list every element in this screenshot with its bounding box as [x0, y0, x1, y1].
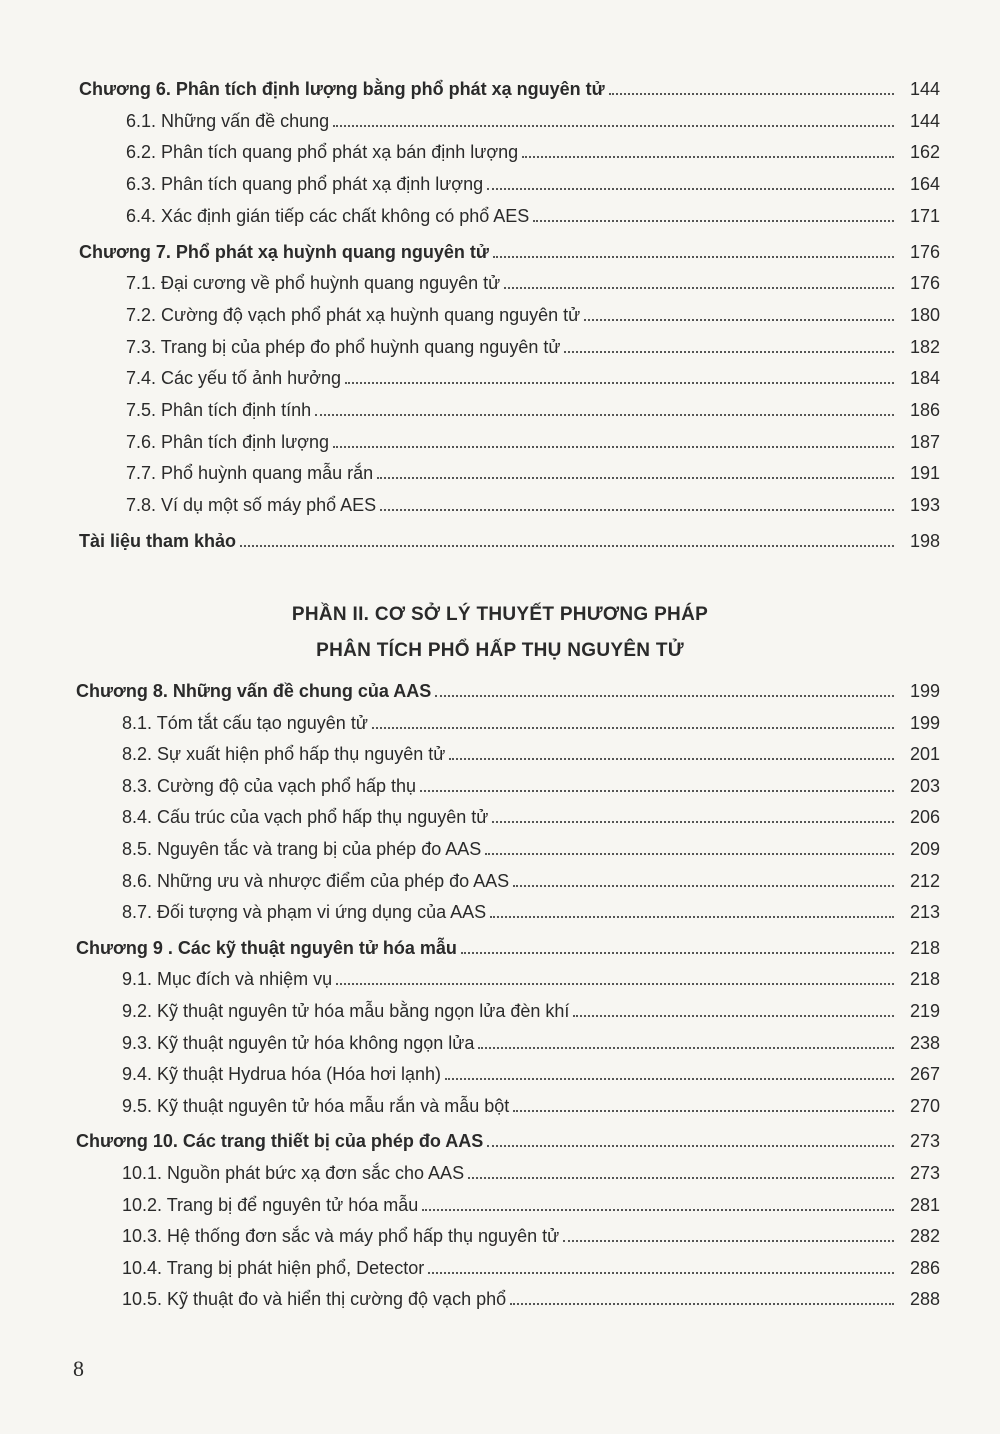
toc-entry-title: 10.5. Kỹ thuật đo và hiển thị cường độ vạch phổ [122, 1289, 507, 1310]
toc-section-entry [0, 1284, 1000, 1310]
toc-chapter-entry [0, 933, 1000, 959]
dot-leader [487, 188, 894, 190]
dot-leader [449, 758, 894, 760]
toc-entry-title: Chương 10. Các trang thiết bị của phép đo AAS [76, 1131, 484, 1152]
dot-leader [336, 983, 894, 985]
toc-section-entry [0, 802, 1000, 828]
toc-section-entry [0, 708, 1000, 734]
toc-entry-title: 6.2. Phân tích quang phổ phát xạ bán định lượng [126, 142, 519, 163]
dot-leader [478, 1047, 894, 1049]
toc-section-entry [0, 363, 1000, 389]
toc-entry-page-number: 164 [909, 174, 940, 195]
toc-entry-page-number: 171 [909, 205, 940, 226]
toc-section-entry [0, 771, 1000, 797]
toc-entry-title: 9.4. Kỹ thuật Hydrua hóa (Hóa hơi lạnh) [122, 1064, 441, 1085]
toc-entry-page-number: 212 [909, 870, 940, 891]
toc-entry-page-number: 182 [909, 336, 940, 357]
dot-leader [468, 1177, 894, 1179]
dot-leader [428, 1272, 894, 1274]
toc-section-entry [0, 1158, 1000, 1184]
toc-section-entry [0, 490, 1000, 516]
toc-entry-title: 6.3. Phân tích quang phổ phát xạ định lượng [126, 174, 484, 195]
toc-entry-title: 7.4. Các yếu tố ảnh hưởng [126, 368, 341, 389]
toc-entry-title: 9.5. Kỹ thuật nguyên tử hóa mẫu rắn và mẫu bột [122, 1095, 510, 1116]
toc-entry-page-number: 286 [909, 1257, 940, 1278]
toc-section-entry [0, 332, 1000, 358]
toc-entry-page-number: 199 [909, 681, 940, 701]
toc-entry-page-number: 281 [909, 1194, 940, 1215]
toc-entry-page-number: 191 [909, 463, 940, 484]
dot-leader [420, 790, 894, 792]
toc-entry-page-number: 186 [909, 400, 940, 420]
dot-leader [493, 256, 894, 258]
toc-entry-title: 8.3. Cường độ của vạch phổ hấp thụ [122, 775, 417, 796]
dot-leader [490, 916, 894, 918]
toc-entry-page-number: 219 [909, 1001, 940, 1021]
toc-section-entry [0, 395, 1000, 421]
toc-entry-title: 8.4. Cấu trúc của vạch phổ hấp thụ nguyên tử [122, 807, 489, 828]
toc-section-entry [0, 1091, 1000, 1117]
toc-entry-page-number: 144 [909, 110, 940, 131]
toc-entry-page-number: 144 [909, 79, 940, 99]
toc-entry-title: 7.5. Phân tích định tính [126, 400, 312, 420]
toc-section-entry [0, 300, 1000, 326]
toc-chapter-entry [0, 1126, 1000, 1152]
toc-chapter-entry [0, 74, 1000, 100]
toc-section-entry [0, 169, 1000, 195]
toc-entry-title: Chương 8. Những vấn đề chung của AAS [76, 681, 432, 701]
dot-leader [240, 545, 894, 547]
part-2-heading-line-1: PHẦN II. CƠ SỞ LÝ THUYẾT PHƯƠNG PHÁP [291, 604, 709, 625]
toc-entry-page-number: 180 [909, 304, 940, 325]
toc-entry-page-number: 209 [909, 839, 940, 859]
toc-entry-title: 7.6. Phân tích định lượng [126, 431, 329, 452]
toc-entry-title: 7.3. Trang bị của phép đo phổ huỳnh quang nguyên tử [126, 336, 561, 357]
toc-entry-page-number: 213 [909, 902, 940, 923]
toc-entry-page-number: 206 [909, 807, 940, 828]
toc-entry-title: 7.7. Phổ huỳnh quang mẫu rắn [126, 463, 374, 484]
toc-entry-page-number: 282 [909, 1226, 940, 1247]
toc-entry-page-number: 270 [909, 1095, 940, 1116]
toc-entry-title: 8.7. Đối tượng và phạm vi ứng dụng của AAS [122, 902, 487, 923]
dot-leader [487, 1145, 894, 1147]
toc-entry-title: 8.1. Tóm tắt cấu tạo nguyên tử [122, 712, 368, 733]
toc-entry-title: 10.2. Trang bị để nguyên tử hóa mẫu [122, 1194, 419, 1215]
dot-leader [513, 1110, 894, 1112]
toc-section-entry [0, 996, 1000, 1022]
toc-entry-page-number: 273 [909, 1163, 940, 1183]
dot-leader [485, 853, 894, 855]
dot-leader [504, 287, 894, 289]
toc-entry-title: 6.1. Những vấn đề chung [126, 110, 330, 131]
toc-entry-page-number: 176 [909, 241, 940, 262]
toc-section-entry [0, 268, 1000, 294]
toc-entry-page-number: 203 [909, 775, 940, 796]
toc-section-entry [0, 834, 1000, 860]
toc-entry-title: Tài liệu tham khảo [79, 530, 237, 551]
toc-entry-title: 10.4. Trang bị phát hiện phổ, Detector [122, 1257, 425, 1278]
toc-section-entry [0, 1190, 1000, 1216]
toc-entry-title: 7.1. Đại cương về phổ huỳnh quang nguyên tử [126, 273, 501, 294]
dot-leader [377, 477, 894, 479]
toc-entry-title: 8.2. Sự xuất hiện phổ hấp thụ nguyên tử [122, 744, 446, 765]
toc-entry-title: 9.1. Mục đích và nhiệm vụ [122, 969, 333, 990]
toc-entry-page-number: 218 [909, 937, 940, 958]
toc-entry-page-number: 288 [909, 1289, 940, 1310]
dot-leader [435, 695, 894, 697]
toc-entry-page-number: 187 [909, 431, 940, 452]
toc-entry-title: 7.2. Cường độ vạch phổ phát xạ huỳnh quang nguyên tử [126, 304, 581, 325]
toc-entry-page-number: 273 [909, 1131, 940, 1152]
dot-leader [422, 1209, 894, 1211]
dot-leader [380, 509, 894, 511]
toc-chapter-entry [0, 526, 1000, 552]
toc-entry-title: 9.2. Kỹ thuật nguyên tử hóa mẫu bằng ngọn lửa đèn khí [122, 1001, 570, 1021]
toc-entry-title: 6.4. Xác định gián tiếp các chất không có phổ AES [126, 205, 530, 226]
dot-leader [522, 156, 894, 158]
toc-section-entry [0, 201, 1000, 227]
toc-section-entry [0, 964, 1000, 990]
dot-leader [492, 821, 894, 823]
toc-entry-page-number: 193 [909, 495, 940, 516]
toc-section-entry [0, 866, 1000, 892]
toc-entry-page-number: 198 [909, 530, 940, 551]
toc-entry-title: 8.6. Những ưu và nhược điểm của phép đo AAS [122, 870, 510, 891]
toc-entry-page-number: 267 [909, 1064, 940, 1085]
toc-entry-page-number: 201 [909, 744, 940, 765]
toc-entry-title: 8.5. Nguyên tắc và trang bị của phép đo AAS [122, 839, 482, 859]
toc-section-entry [0, 1028, 1000, 1054]
dot-leader [533, 220, 894, 222]
toc-entry-title: Chương 6. Phân tích định lượng bằng phổ phát xạ nguyên tử [79, 79, 605, 99]
toc-section-entry [0, 458, 1000, 484]
dot-leader [445, 1078, 894, 1080]
toc-chapter-entry [0, 676, 1000, 702]
toc-section-entry [0, 106, 1000, 132]
dot-leader [461, 952, 894, 954]
dot-leader [609, 93, 894, 95]
toc-section-entry [0, 1059, 1000, 1085]
toc-section-entry [0, 137, 1000, 163]
toc-entry-page-number: 184 [909, 368, 940, 389]
toc-section-entry [0, 427, 1000, 453]
page-number: 8 [73, 1356, 84, 1381]
toc-entry-page-number: 238 [909, 1032, 940, 1053]
toc-entry-title: 9.3. Kỹ thuật nguyên tử hóa không ngọn lửa [122, 1032, 475, 1053]
toc-entry-title: 10.1. Nguồn phát bức xạ đơn sắc cho AAS [122, 1163, 465, 1183]
toc-entry-page-number: 199 [909, 712, 940, 733]
toc-section-entry [0, 739, 1000, 765]
toc-entry-page-number: 176 [909, 273, 940, 294]
toc-section-entry [0, 1253, 1000, 1279]
dot-leader [564, 351, 894, 353]
dot-leader [573, 1015, 894, 1017]
toc-entry-title: 10.3. Hệ thống đơn sắc và máy phổ hấp thụ nguyên tử [122, 1226, 560, 1247]
toc-entry-title: 7.8. Ví dụ một số máy phổ AES [126, 495, 377, 516]
toc-entry-page-number: 218 [909, 969, 940, 990]
dot-leader [333, 125, 894, 127]
dot-leader [315, 414, 894, 416]
dot-leader [372, 727, 894, 729]
toc-entry-title: Chương 9 . Các kỹ thuật nguyên tử hóa mẫu [76, 937, 457, 958]
dot-leader [345, 382, 894, 384]
part-2-heading-line-2: PHÂN TÍCH PHỔ HẤP THỤ NGUYÊN TỬ [316, 640, 684, 661]
toc-section-entry [0, 1221, 1000, 1247]
dot-leader [510, 1303, 894, 1305]
toc-entry-page-number: 162 [909, 142, 940, 163]
dot-leader [513, 885, 894, 887]
toc-entry-title: Chương 7. Phổ phát xạ huỳnh quang nguyên tử [79, 241, 489, 262]
toc-chapter-entry [0, 237, 1000, 263]
dot-leader [563, 1240, 894, 1242]
dot-leader [333, 446, 894, 448]
toc-section-entry [0, 897, 1000, 923]
dot-leader [584, 319, 894, 321]
